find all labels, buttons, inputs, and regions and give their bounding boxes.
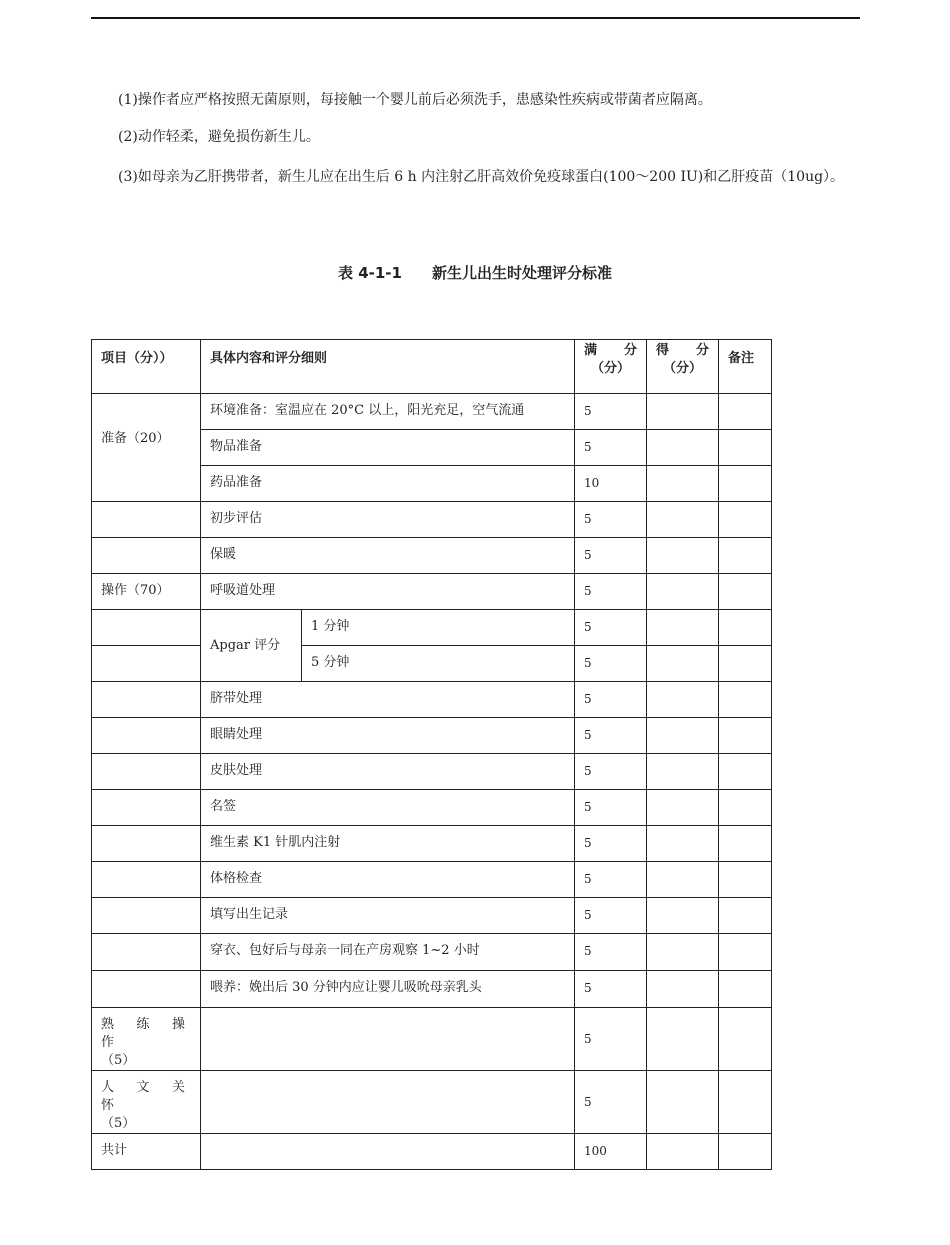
content-cell: 5 分钟: [302, 646, 575, 682]
table-row: [92, 502, 772, 538]
got-score-cell: [647, 538, 719, 574]
content-cell: 体格检查: [201, 862, 575, 898]
scoring-table: [91, 339, 772, 1170]
table-caption: [0, 262, 950, 283]
full-score-cell: 5: [575, 718, 647, 754]
got-score-cell: [647, 971, 719, 1008]
note-cell: [719, 502, 772, 538]
header-full-score-unit: （分）: [591, 361, 631, 376]
item-op: 操作（70）: [92, 574, 201, 610]
item-prep: [92, 394, 201, 502]
table-number: 表 4-1-1: [337, 264, 402, 282]
table-row: [92, 826, 772, 862]
got-score-cell: [647, 610, 719, 646]
full-score-cell: 5: [575, 790, 647, 826]
note-cell: [719, 646, 772, 682]
note-cell: [719, 754, 772, 790]
full-score-cell: 5: [575, 1071, 647, 1134]
note-cell: [719, 682, 772, 718]
note-cell: [719, 466, 772, 502]
got-score-cell: [647, 394, 719, 430]
content-cell: 穿衣、包好后与母亲一同在产房观察 1~2 小时: [201, 934, 575, 971]
table-row: [92, 790, 772, 826]
table-row: [92, 898, 772, 934]
full-score-cell: 5: [575, 971, 647, 1008]
apgar-label: Apgar 评分: [201, 610, 302, 682]
item-skill-label: 熟 练 操 作: [101, 1017, 191, 1050]
header-full-score-label: 满 分: [584, 343, 638, 358]
note-cell: [719, 574, 772, 610]
full-score-cell: 5: [575, 394, 647, 430]
full-score-cell: 10: [575, 466, 647, 502]
item-cell: [92, 502, 201, 538]
table-row: [92, 574, 772, 610]
note-cell: [719, 1134, 772, 1170]
item-cell: [92, 971, 201, 1008]
note-cell: [719, 538, 772, 574]
content-cell: 呼吸道处理: [201, 574, 575, 610]
content-cell: 药品准备: [201, 466, 575, 502]
item-skill-points: （5）: [101, 1053, 136, 1068]
header-got-score-label: 得 分: [656, 343, 710, 358]
table-header-row: [92, 340, 772, 394]
item-cell: [92, 610, 201, 646]
got-score-cell: [647, 1071, 719, 1134]
note-cell: [719, 1008, 772, 1071]
got-score-cell: [647, 682, 719, 718]
got-score-cell: [647, 862, 719, 898]
got-score-cell: [647, 646, 719, 682]
item-cell: [92, 754, 201, 790]
full-score-cell: 5: [575, 610, 647, 646]
note-cell: [719, 934, 772, 971]
got-score-cell: [647, 790, 719, 826]
table-row: [92, 862, 772, 898]
got-score-cell: [647, 1134, 719, 1170]
item-skill: [92, 1008, 201, 1071]
content-cell: [201, 1134, 575, 1170]
content-cell: 环境准备：室温应在 20°C 以上，阳光充足，空气流通: [201, 394, 575, 430]
header-item: 项目（分））: [92, 340, 201, 394]
note-cell: [719, 718, 772, 754]
note-cell: [719, 826, 772, 862]
content-cell: 喂养：娩出后 30 分钟内应让婴儿吸吮母亲乳头: [201, 971, 575, 1008]
item-total: 共计: [92, 1134, 201, 1170]
item-care-label: 人 文 关 怀: [101, 1080, 191, 1113]
note-cell: [719, 394, 772, 430]
full-score-cell: 5: [575, 574, 647, 610]
got-score-cell: [647, 934, 719, 971]
table-row: [92, 718, 772, 754]
header-rule: [91, 17, 860, 19]
full-score-cell: 5: [575, 898, 647, 934]
content-cell: 眼睛处理: [201, 718, 575, 754]
item-cell: [92, 934, 201, 971]
table-row: [92, 1071, 772, 1134]
note-cell: [719, 971, 772, 1008]
got-score-cell: [647, 502, 719, 538]
full-score-cell: 5: [575, 502, 647, 538]
got-score-cell: [647, 754, 719, 790]
item-cell: [92, 538, 201, 574]
content-cell: 维生素 K1 针肌内注射: [201, 826, 575, 862]
note-cell: [719, 862, 772, 898]
full-score-cell: 5: [575, 934, 647, 971]
got-score-cell: [647, 1008, 719, 1071]
got-score-cell: [647, 466, 719, 502]
table-row: [92, 646, 772, 682]
got-score-cell: [647, 574, 719, 610]
table-row: [92, 971, 772, 1008]
paragraph-3: (3)如母亲为乙肝携带者，新生儿应在出生后 6 h 内注射乙肝高效价免疫球蛋白(100～200 IU)和乙肝疫苗（10ug）。: [118, 169, 845, 185]
item-care-points: （5）: [101, 1116, 136, 1131]
got-score-cell: [647, 898, 719, 934]
full-score-cell: 5: [575, 682, 647, 718]
full-score-cell: 5: [575, 1008, 647, 1071]
item-cell: [92, 646, 201, 682]
full-score-cell: 5: [575, 826, 647, 862]
header-full-score: [575, 340, 647, 394]
table-row: [92, 394, 772, 430]
full-score-cell: 5: [575, 754, 647, 790]
content-cell: 物品准备: [201, 430, 575, 466]
item-prep-label: 准备（20）: [101, 431, 170, 446]
header-content: 具体内容和评分细则: [201, 340, 575, 394]
paragraph-1: (1)操作者应严格按照无菌原则，每接触一个婴儿前后必须洗手，患感染性疾病或带菌者应隔离。: [118, 92, 712, 108]
content-cell: 脐带处理: [201, 682, 575, 718]
item-care: [92, 1071, 201, 1134]
note-cell: [719, 1071, 772, 1134]
note-cell: [719, 898, 772, 934]
header-note: 备注: [719, 340, 772, 394]
content-cell: 保暖: [201, 538, 575, 574]
full-score-cell: 5: [575, 862, 647, 898]
table-row: [92, 610, 772, 646]
content-cell: [201, 1008, 575, 1071]
table-row: [92, 934, 772, 971]
got-score-cell: [647, 826, 719, 862]
item-cell: [92, 826, 201, 862]
full-score-total: 100: [575, 1134, 647, 1170]
table-row: [92, 1008, 772, 1071]
item-cell: [92, 682, 201, 718]
table-row: [92, 682, 772, 718]
content-cell: 填写出生记录: [201, 898, 575, 934]
full-score-cell: 5: [575, 538, 647, 574]
note-cell: [719, 790, 772, 826]
note-cell: [719, 430, 772, 466]
table-row-total: [92, 1134, 772, 1170]
item-cell: [92, 862, 201, 898]
item-cell: [92, 790, 201, 826]
full-score-cell: 5: [575, 646, 647, 682]
table-row: [92, 754, 772, 790]
full-score-cell: 5: [575, 430, 647, 466]
got-score-cell: [647, 430, 719, 466]
paragraph-2: (2)动作轻柔，避免损伤新生儿。: [118, 129, 320, 145]
content-cell: 皮肤处理: [201, 754, 575, 790]
header-got-score: [647, 340, 719, 394]
header-got-score-unit: （分）: [663, 361, 703, 376]
content-cell: 初步评估: [201, 502, 575, 538]
table-row: [92, 538, 772, 574]
item-cell: [92, 718, 201, 754]
content-cell: 1 分钟: [302, 610, 575, 646]
content-cell: [201, 1071, 575, 1134]
item-cell: [92, 898, 201, 934]
note-cell: [719, 610, 772, 646]
content-cell: 名签: [201, 790, 575, 826]
table-title: 新生儿出生时处理评分标准: [431, 264, 612, 282]
got-score-cell: [647, 718, 719, 754]
